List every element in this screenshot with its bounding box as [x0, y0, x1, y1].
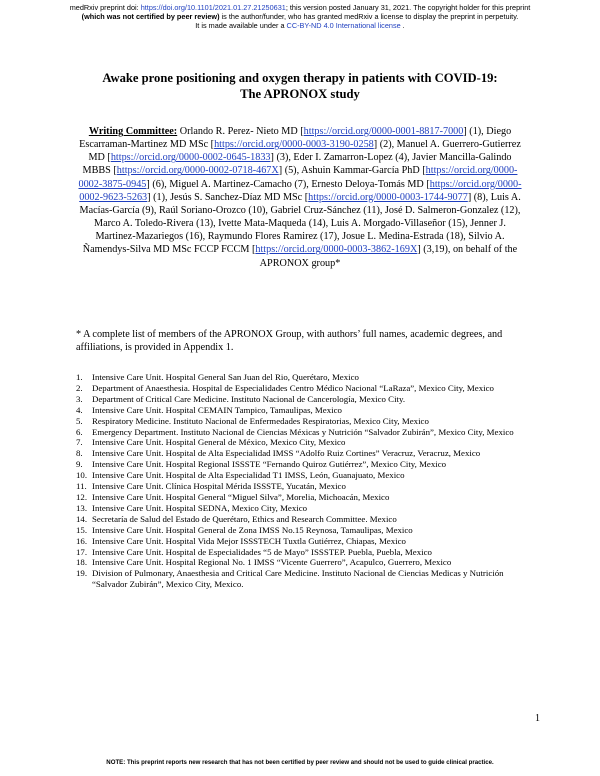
affiliation-number: 4. — [76, 404, 83, 415]
author-text: ] (3,19), on behalf of the APRONOX group* — [259, 244, 518, 269]
author-list — [76, 125, 524, 270]
peer-review-notice: (which was not certified by peer review) — [81, 12, 220, 22]
affiliation-item — [76, 481, 536, 492]
affiliation-item — [76, 372, 536, 383]
affiliation-text: Intensive Care Unit. Hospital General “Miguel Silva”, Morelia, Michoacán, Mexico — [92, 491, 390, 502]
affiliation-number: 11. — [76, 481, 87, 492]
affiliation-number: 9. — [76, 459, 83, 470]
affiliation-text: Intensive Care Unit. Hospital de Alta Especialidad IMSS “Adolfo Ruiz Cortines” Veracruz, Veracruz, Mexico — [92, 448, 481, 459]
affiliation-item — [76, 568, 536, 590]
affiliation-number: 2. — [76, 382, 83, 393]
affiliation-text: Intensive Care Unit. Hospital SEDNA, Mexico City, Mexico — [92, 502, 308, 513]
orcid-link[interactable]: https://orcid.org/0000-0002-3875-0945 — [78, 165, 518, 190]
orcid-link[interactable]: https://orcid.org/0000-0001-8817-7000 — [303, 126, 464, 137]
affiliation-item — [76, 536, 536, 547]
affiliation-number: 16. — [76, 535, 88, 546]
orcid-link[interactable]: https://orcid.org/0000-0002-9623-5263 — [79, 178, 522, 203]
affiliation-text: Intensive Care Unit. Hospital Vida Mejor ISSSTECH Tuxtla Gutiérrez, Chiapas, Mexico — [92, 535, 406, 546]
header-doi-label: medRxiv preprint doi: — [69, 3, 141, 12]
header-line-2 — [40, 12, 560, 21]
affiliation-item — [76, 547, 536, 558]
author-text: Orlando R. Perez- Nieto MD [ — [177, 126, 304, 137]
affiliation-item — [76, 492, 536, 503]
writing-committee-label: Writing Committee: — [88, 126, 178, 137]
affiliation-text: Secretaría de Salud del Estado de Querétaro, Ethics and Research Committee. Mexico — [92, 513, 397, 524]
header-line-1 — [40, 3, 560, 12]
affiliation-text: Department of Critical Care Medicine. Instituto Nacional de Cancerología, Mexico City. — [92, 393, 406, 404]
affiliation-item — [76, 437, 536, 448]
affiliation-text: Intensive Care Unit. Hospital CEMAIN Tampico, Tamaulipas, Mexico — [92, 404, 342, 415]
page-number: 1 — [535, 713, 540, 724]
author-text: ] (5), Ashuin Kammar-García PhD [ — [278, 165, 426, 177]
affiliation-number: 10. — [76, 470, 88, 481]
affiliation-item — [76, 383, 536, 394]
affiliation-text: Intensive Care Unit. Hospital Regional No. 1 IMSS “Vicente Guerrero”, Acapulco, Guerrero, Mexico — [92, 557, 452, 568]
affiliation-list — [76, 372, 536, 590]
group-footnote: * A complete list of members of the APRONOX Group, with authors’ full names, academic degrees, and affiliations, is provided in Appendix 1. — [76, 329, 503, 354]
affiliation-text: Intensive Care Unit. Hospital General San Juan del Rio, Querétaro, Mexico — [92, 372, 359, 382]
author-text: ] (1), Jesús S. Sanchez-Díaz MD MSc [ — [147, 191, 309, 203]
affiliation-number: 12. — [76, 491, 88, 502]
header-version-text: ; this version posted January 31, 2021. The copyright holder for this preprint — [285, 3, 531, 12]
affiliation-item — [76, 459, 536, 470]
affiliation-text: Intensive Care Unit. Clínica Hospital Mérida ISSSTE, Yucatán, Mexico — [92, 481, 346, 492]
author-text: ] (1), Diego Escarraman-Martinez MD MSc [ — [79, 126, 512, 151]
affiliation-number: 7. — [76, 437, 83, 448]
affiliation-item — [76, 503, 536, 514]
affiliation-text: Division of Pulmonary, Anaesthesia and Critical Care Medicine. Instituto Nacional de Ciencias Medicas y Nutrición “Salvador Zubirán”, Mexico City, Mexico. — [92, 568, 504, 590]
preprint-header — [40, 3, 560, 31]
license-suffix: . — [400, 21, 405, 31]
orcid-link[interactable]: https://orcid.org/0000-0002-0718-467X — [116, 165, 279, 177]
orcid-link[interactable]: https://orcid.org/0000-0002-0645-1833 — [110, 152, 271, 164]
affiliation-item — [76, 525, 536, 536]
affiliation-text: Emergency Department. Instituto Nacional de Ciencias Méxicas y Nutrición “Salvador Zubirán”, Mexico City, Mexico — [92, 426, 514, 437]
title-line-1: Awake prone positioning and oxygen therapy in patients with COVID-19: — [102, 71, 498, 85]
affiliation-number: 15. — [76, 524, 88, 535]
affiliation-item — [76, 557, 536, 568]
affiliation-text: Department of Anaesthesia. Hospital de Especialidades Centro Médico Nacional “LaRaza”, Mexico City, Mexico — [92, 382, 494, 393]
affiliation-item — [76, 405, 536, 416]
license-link[interactable]: CC-BY-ND 4.0 International license — [286, 21, 401, 31]
license-grant-text: is the author/funder, who has granted medRxiv a license to display the preprint in perpetuity. — [219, 12, 519, 22]
title-line-2: The APRONOX study — [240, 87, 360, 101]
header-line-3 — [40, 21, 560, 30]
affiliation-number: 13. — [76, 502, 88, 513]
affiliation-item — [76, 427, 536, 438]
affiliation-number: 5. — [76, 415, 83, 426]
affiliation-number: 14. — [76, 513, 88, 524]
orcid-link[interactable]: https://orcid.org/0000-0003-1744-9077 — [308, 191, 468, 203]
affiliation-number: 3. — [76, 393, 83, 404]
affiliation-text: Respiratory Medicine. Instituto Nacional de Enfermedades Respiratorias, Mexico City, Mexico — [92, 415, 429, 426]
affiliation-item — [76, 470, 536, 481]
preprint-footer-note: NOTE: This preprint reports new research that has not been certified by peer review and should not be used to guide clinical practice. — [106, 759, 494, 766]
affiliation-text: Intensive Care Unit. Hospital de Especialidades “5 de Mayo” ISSSTEP. Puebla, Puebla, Mexico — [92, 546, 432, 557]
affiliation-number: 6. — [76, 426, 83, 437]
affiliation-item — [76, 448, 536, 459]
affiliation-number: 1. — [76, 372, 83, 382]
affiliation-item — [76, 416, 536, 427]
doi-link[interactable]: https://doi.org/10.1101/2021.01.27.21250631 — [140, 3, 286, 12]
affiliation-text: Intensive Care Unit. Hospital General de Zona IMSS No.15 Reynosa, Tamaulipas, Mexico — [92, 524, 413, 535]
affiliation-item — [76, 514, 536, 525]
affiliation-text: Intensive Care Unit. Hospital de Alta Especialidad T1 IMSS, León, Guanajuato, Mexico — [92, 470, 405, 481]
affiliation-item — [76, 394, 536, 405]
author-text: ] (3), Eder I. Zamarron-Lopez (4), Javier Mancilla-Galindo MBBS [ — [82, 152, 512, 177]
affiliation-text: Intensive Care Unit. Hospital Regional ISSSTE “Fernando Quiroz Gutiérrez”, Mexico City, Mexico — [92, 459, 447, 470]
license-prefix: It is made available under a — [195, 21, 287, 31]
author-text: ] (6), Miguel A. Martinez-Camacho (7), Ernesto Deloya-Tomás MD [ — [146, 178, 430, 190]
affiliation-text: Intensive Care Unit. Hospital General de México, Mexico City, Mexico — [92, 437, 346, 448]
author-text: ] (2), Manuel A. Guerrero-Gutierrez MD [ — [88, 139, 521, 164]
affiliation-number: 18. — [76, 557, 88, 568]
affiliation-number: 8. — [76, 448, 83, 459]
paper-title — [60, 70, 540, 102]
orcid-link[interactable]: https://orcid.org/0000-0003-3190-0258 — [214, 139, 374, 151]
affiliation-number: 19. — [76, 568, 88, 579]
orcid-link[interactable]: https://orcid.org/0000-0003-3862-169X — [255, 244, 418, 256]
author-text: ] (8), Luis A. Macías-García (9), Raúl Soriano-Orozco (10), Gabriel Cruz-Sánchez (11), José D. Salmeron-Gonzalez (12), Marco A. Toledo-Rivera (13), Ivette Mata-Maqueda (14), Luis A. Morgado-Villaseñor (15), Jenner J. Martinez-Mazariegos (16), Raymundo Flores Ramirez (17), Josue L. Medina-Estrada (18), Silvio A. Ñamendys-Silva MD MSc FCCP FCCM [ — [79, 191, 521, 256]
affiliation-number: 17. — [76, 546, 88, 557]
